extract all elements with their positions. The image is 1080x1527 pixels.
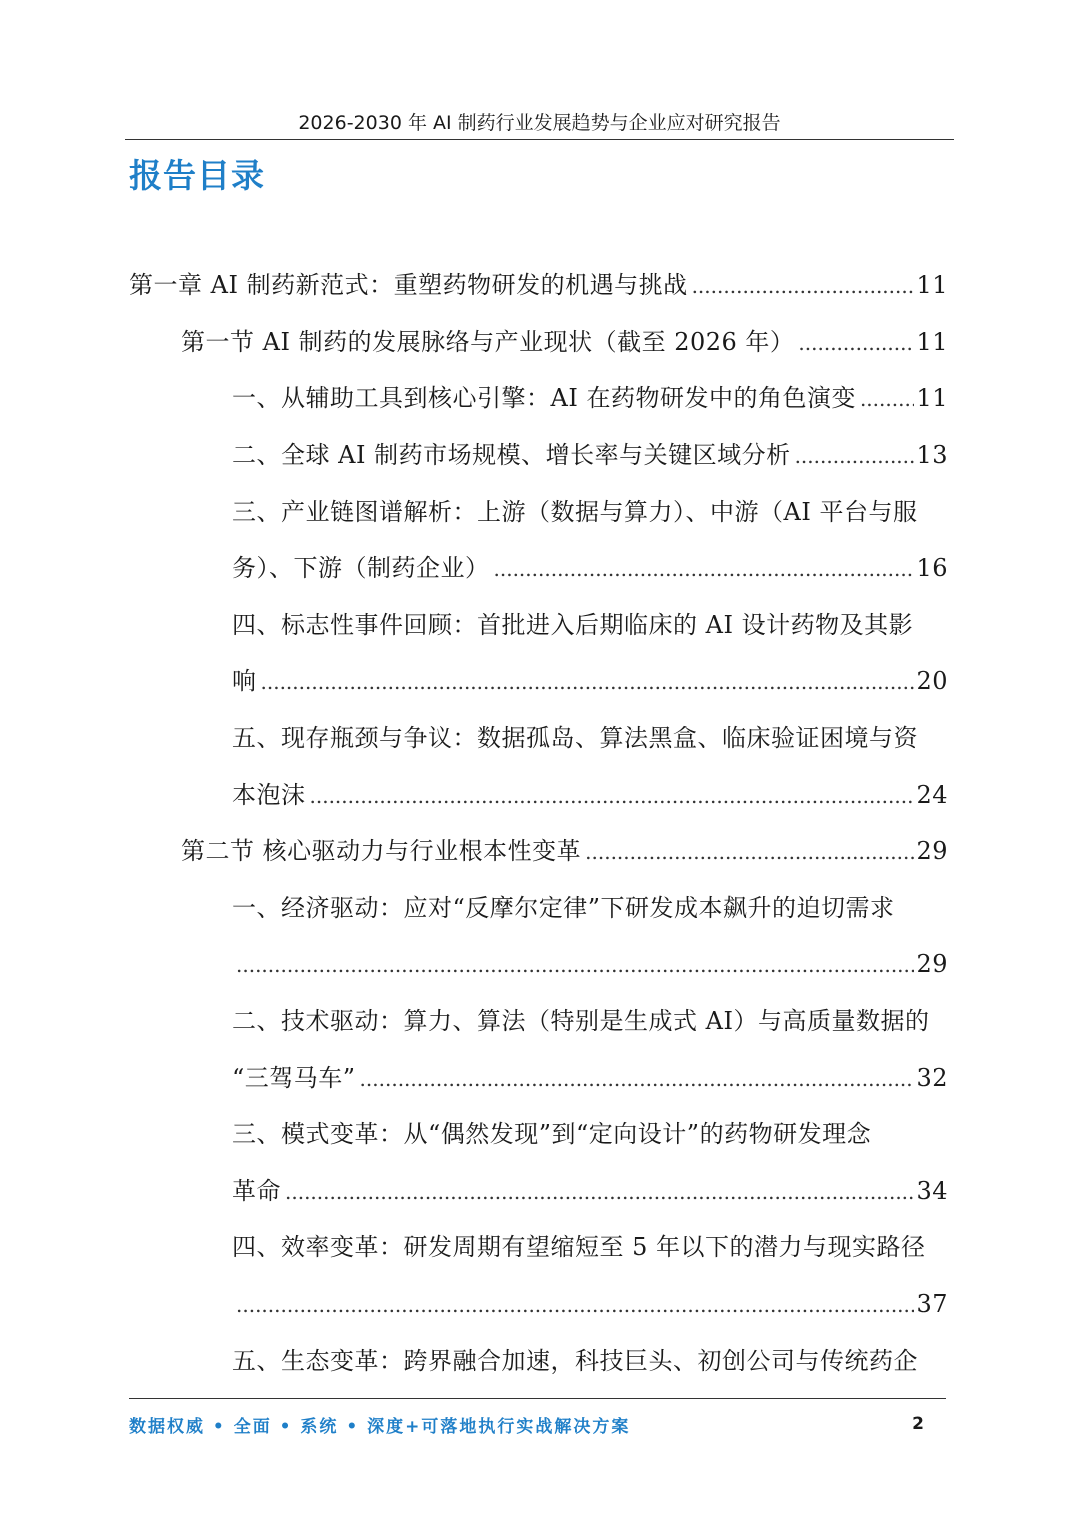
toc-entry-title: “三驾马车” bbox=[232, 1064, 356, 1092]
toc-entry-item-wrapped[interactable]: 三、模式变革：从“偶然发现”到“定向设计”的药物研发理念 bbox=[232, 1120, 872, 1148]
toc-entry-continuation[interactable] bbox=[232, 548, 948, 588]
toc-entry-title: 一、从辅助工具到核心引擎：AI 在药物研发中的角色演变 bbox=[232, 384, 856, 412]
toc-entry-title: 务）、下游（制药企业） bbox=[232, 554, 490, 582]
toc-entry-continuation[interactable] bbox=[232, 775, 948, 815]
toc-entry-title: 响 bbox=[232, 667, 257, 695]
toc-page-number: 11 bbox=[916, 328, 948, 356]
toc-page-number: 37 bbox=[916, 1290, 948, 1318]
toc-entry-section-1[interactable] bbox=[181, 322, 948, 362]
toc-entry-title: 第一章 AI 制药新范式：重塑药物研发的机遇与挑战 bbox=[129, 271, 688, 299]
report-header-title: 2026-2030 年 AI 制药行业发展趋势与企业应对研究报告 bbox=[298, 112, 781, 134]
toc-heading: 报告目录 bbox=[129, 156, 265, 195]
toc-entry-item-wrapped[interactable]: 四、标志性事件回顾：首批进入后期临床的 AI 设计药物及其影 bbox=[232, 611, 914, 639]
toc-entry-item-wrapped[interactable]: 三、产业链图谱解析：上游（数据与算力）、中游（AI 平台与服 bbox=[232, 498, 918, 526]
toc-entry-continuation[interactable] bbox=[232, 944, 948, 984]
toc-leader-dots bbox=[285, 1172, 914, 1212]
toc-page-number: 24 bbox=[916, 781, 948, 809]
toc-leader-dots bbox=[494, 549, 915, 589]
toc-leader-dots bbox=[798, 323, 914, 363]
toc-page-number: 16 bbox=[916, 554, 948, 582]
toc-page-number: 20 bbox=[916, 667, 948, 695]
toc-entry-continuation[interactable] bbox=[232, 1171, 948, 1211]
toc-entry-item-wrapped[interactable]: 五、现存瓶颈与争议：数据孤岛、算法黑盒、临床验证困境与资 bbox=[232, 724, 918, 752]
toc-leader-dots bbox=[236, 1285, 914, 1325]
toc-page-number: 13 bbox=[916, 441, 948, 469]
toc-entry-item[interactable] bbox=[232, 435, 948, 475]
toc-entry-continuation[interactable] bbox=[232, 1058, 948, 1098]
footer-slogan: 数据权威 • 全面 • 系统 • 深度+可落地执行实战解决方案 bbox=[129, 1417, 631, 1437]
toc-page-number: 29 bbox=[916, 950, 948, 978]
footer-divider bbox=[129, 1398, 946, 1399]
toc-leader-dots bbox=[236, 945, 914, 985]
toc-entry-item-wrapped[interactable]: 二、技术驱动：算力、算法（特别是生成式 AI）与高质量数据的 bbox=[232, 1007, 930, 1035]
toc-leader-dots bbox=[860, 379, 915, 419]
toc-entry-chapter-1[interactable] bbox=[129, 265, 948, 305]
toc-entry-item-wrapped[interactable]: 一、经济驱动：应对“反摩尔定律”下研发成本飙升的迫切需求 bbox=[232, 894, 895, 922]
toc-entry-continuation[interactable] bbox=[232, 1284, 948, 1324]
toc-page-number: 32 bbox=[916, 1064, 948, 1092]
footer-page-number: 2 bbox=[912, 1414, 924, 1434]
toc-leader-dots bbox=[585, 832, 914, 872]
toc-entry-item-wrapped[interactable]: 四、效率变革：研发周期有望缩短至 5 年以下的潜力与现实路径 bbox=[232, 1233, 926, 1261]
toc-leader-dots bbox=[795, 436, 915, 476]
toc-entry-title: 革命 bbox=[232, 1177, 281, 1205]
toc-page-number: 11 bbox=[916, 271, 948, 299]
toc-page-number: 11 bbox=[916, 384, 948, 412]
toc-page-number: 29 bbox=[916, 837, 948, 865]
toc-leader-dots bbox=[360, 1059, 915, 1099]
toc-entry-title: 第一节 AI 制药的发展脉络与产业现状（截至 2026 年） bbox=[181, 328, 795, 356]
toc-leader-dots bbox=[310, 776, 915, 816]
toc-leader-dots bbox=[261, 662, 915, 702]
toc-entry-section-2[interactable] bbox=[181, 831, 948, 871]
toc-leader-dots bbox=[692, 266, 915, 306]
toc-entry-title: 本泡沫 bbox=[232, 781, 306, 809]
toc-page-number: 34 bbox=[916, 1177, 948, 1205]
toc-entry-continuation[interactable] bbox=[232, 661, 948, 701]
toc-entry-item-wrapped[interactable]: 五、生态变革：跨界融合加速，科技巨头、初创公司与传统药企 bbox=[232, 1347, 918, 1375]
toc-entry-item[interactable] bbox=[232, 378, 948, 418]
toc-entry-title: 二、全球 AI 制药市场规模、增长率与关键区域分析 bbox=[232, 441, 791, 469]
toc-entry-title: 第二节 核心驱动力与行业根本性变革 bbox=[181, 837, 582, 865]
